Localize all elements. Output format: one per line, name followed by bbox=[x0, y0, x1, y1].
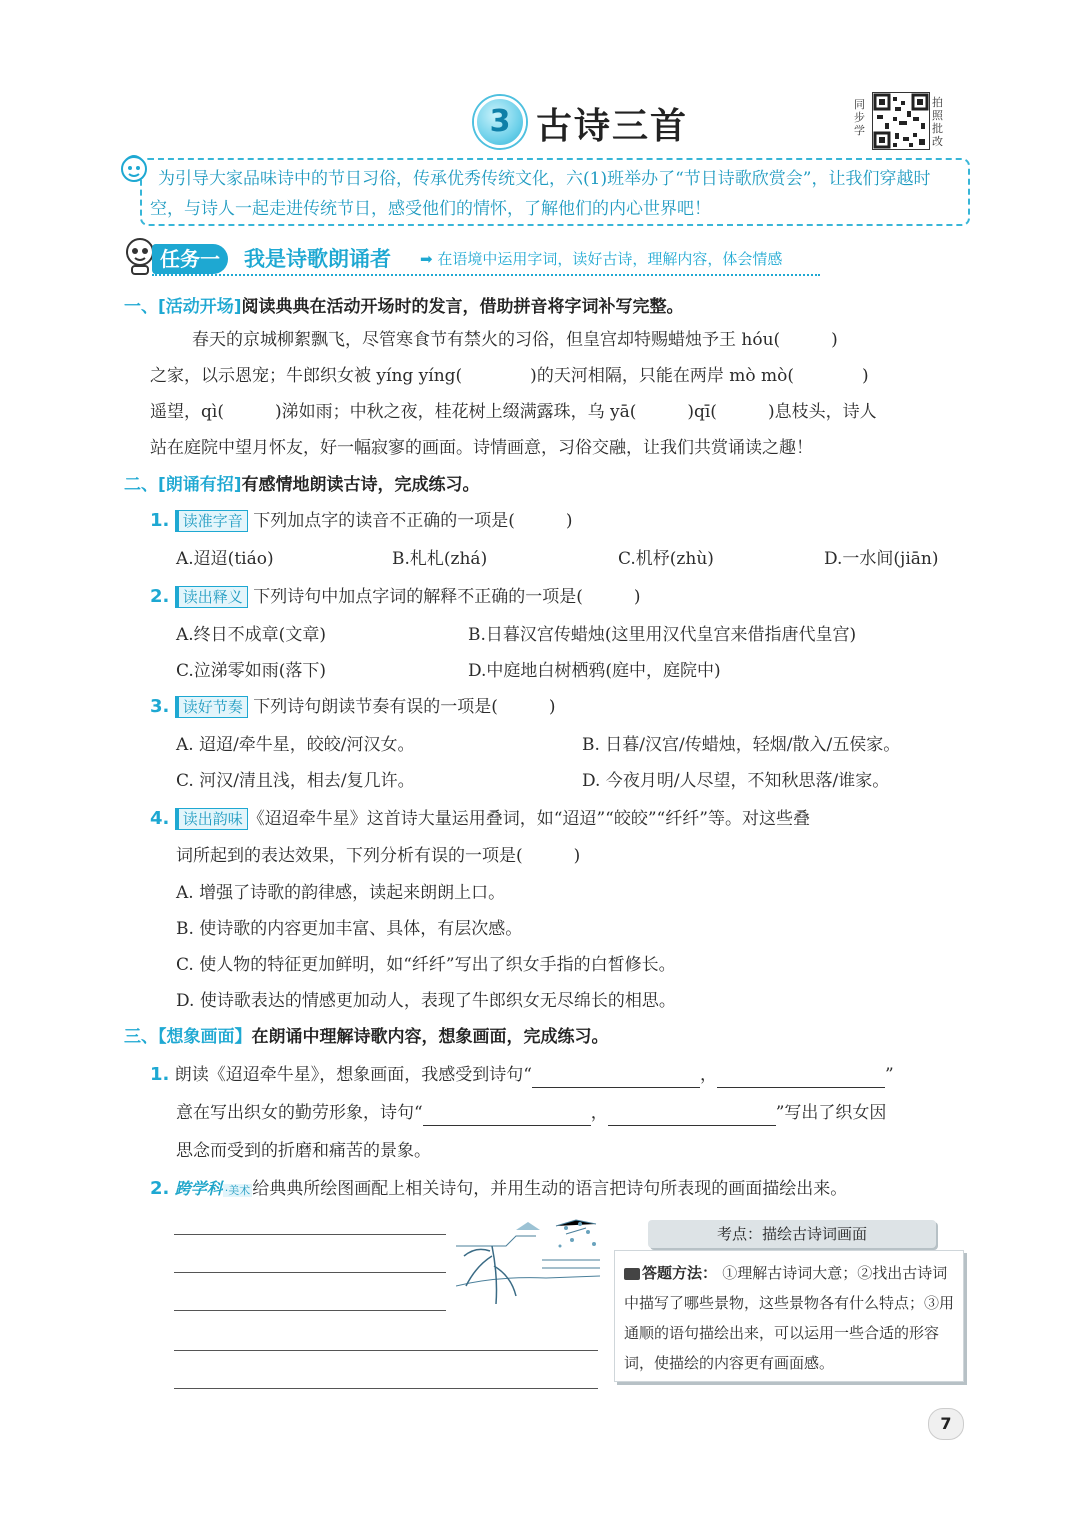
q1-tag: 读准字音 bbox=[175, 510, 248, 532]
passage-line-3: 遥望，qì( )涕如雨；中秋之夜，桂花树上缀满露珠，乌 yā( )qī( )息枝头，诗人 bbox=[150, 402, 877, 422]
s3-q1-comma1: ， bbox=[699, 1065, 717, 1085]
q2-stem bbox=[150, 584, 640, 610]
s3-q1-text1: 朗读《迢迢牵牛星》，想象画面，我感受到诗句“ bbox=[174, 1065, 532, 1085]
q4-option-d[interactable]: D. 使诗歌表达的情感更加动人，表现了牛郎织女无尽绵长的相思。 bbox=[176, 991, 676, 1011]
s3-q1-text2: 意在写出织女的勤劳形象，诗句“ bbox=[176, 1103, 423, 1123]
answer-line-5[interactable] bbox=[174, 1388, 598, 1389]
art-subject-tag: ·美术 bbox=[224, 1184, 251, 1197]
method-body: ①理解古诗词大意；②找出古诗词中描写了哪些景物，这些景物各有什么特点；③用通顺的语句描绘出来，可以运用一些合适的形容词，使描绘的内容更有画面感。 bbox=[624, 1264, 955, 1372]
s3-q1-blank-1[interactable] bbox=[532, 1067, 700, 1088]
q4-stem-line2: 词所起到的表达效果，下列分析有误的一项是( ) bbox=[176, 846, 581, 866]
q2-tag: 读出释义 bbox=[175, 586, 248, 608]
answer-line-3[interactable] bbox=[174, 1310, 446, 1311]
task-divider bbox=[152, 274, 820, 276]
q1-stem-text: 下列加点字的读音不正确的一项是( ) bbox=[253, 511, 573, 531]
method-text bbox=[624, 1258, 960, 1378]
section3-instruction: 在朗诵中理解诗歌内容，想象画面，完成练习。 bbox=[251, 1027, 609, 1047]
section1-tag: [活动开场] bbox=[158, 297, 242, 317]
q4-stem-line1: 《迢迢牵牛星》这首诗大量运用叠词，如“迢迢”“皎皎”“纤纤”等。对这些叠 bbox=[247, 809, 810, 829]
q3-option-a[interactable]: A. 迢迢/牵牛星，皎皎/河汉女。 bbox=[176, 735, 415, 755]
task-title: 我是诗歌朗诵者 bbox=[244, 247, 391, 271]
q2-option-b[interactable]: B.日暮汉宫传蜡烛(这里用汉代皇宫来借指唐代皇宫) bbox=[468, 625, 857, 645]
q1-stem bbox=[150, 508, 572, 534]
method-label-text: 答题方法： bbox=[642, 1264, 718, 1282]
q2-option-d[interactable]: D.中庭地白树栖鸦(庭中，庭院中) bbox=[468, 661, 721, 681]
s3-q1-line1 bbox=[150, 1062, 894, 1088]
s3-q1-comma2: ， bbox=[590, 1103, 608, 1123]
section2-tag: [朗诵有招] bbox=[158, 475, 242, 495]
passage-line-1: 春天的京城柳絮飘飞，尽管寒食节有禁火的习俗，但皇宫却特赐蜡烛予王 hóu( ) bbox=[192, 330, 838, 350]
q4-option-b[interactable]: B. 使诗歌的内容更加丰富、具体，有层次感。 bbox=[176, 919, 523, 939]
passage-line-4: 站在庭院中望月怀友，好一幅寂寥的画面。诗情画意，习俗交融，让我们共赏诵读之趣！ bbox=[150, 438, 813, 458]
s3-q1-blank-4[interactable] bbox=[608, 1105, 776, 1126]
intro-text: 为引导大家品味诗中的节日习俗，传承优秀传统文化，六(1)班举办了“节日诗歌欣赏会”，让我们穿越时空，与诗人一起走进传统节日，感受他们的情怀，了解他们的内心世界吧！ bbox=[150, 169, 931, 219]
q2-option-c[interactable]: C.泣涕零如雨(落下) bbox=[176, 661, 327, 681]
section3-tag: 【想象画面】 bbox=[158, 1027, 252, 1047]
q4-number: 4. bbox=[150, 808, 170, 829]
q2-stem-text: 下列诗句中加点字词的解释不正确的一项是( ) bbox=[253, 587, 641, 607]
s3-q2-number: 2. bbox=[150, 1178, 170, 1199]
section1-passage bbox=[150, 322, 970, 466]
s3-q1-quote-end: ” bbox=[884, 1065, 894, 1085]
q1-option-a[interactable]: A.迢迢(tiáo) bbox=[176, 549, 274, 569]
answer-line-2[interactable] bbox=[174, 1272, 446, 1273]
q1-number: 1. bbox=[150, 510, 170, 531]
illustration-image bbox=[456, 1216, 600, 1308]
cross-subject-tag: 跨学科 bbox=[174, 1179, 223, 1198]
passage-line-2: 之家，以示恩宠；牛郎织女被 yíng yíng( )的天河相隔，只能在两岸 mò mò( ) bbox=[150, 366, 869, 386]
s3-q2-stem-text: 给典典所绘图画配上相关诗句，并用生动的语言把诗句所表现的画面描绘出来。 bbox=[252, 1179, 848, 1199]
qr-code-icon[interactable] bbox=[872, 92, 930, 150]
lesson-number-badge: 3 bbox=[474, 96, 526, 148]
q3-option-c[interactable]: C. 河汉/清且浅，相去/复几许。 bbox=[176, 771, 415, 791]
answer-line-1[interactable] bbox=[174, 1234, 446, 1235]
q3-number: 3. bbox=[150, 696, 170, 717]
q1-option-d[interactable]: D.一水间(jiān) bbox=[824, 549, 939, 569]
folder-icon bbox=[624, 1268, 640, 1280]
q3-option-b[interactable]: B. 日暮/汉宫/传蜡烛，轻烟/散入/五侯家。 bbox=[582, 735, 901, 755]
s3-q2-stem bbox=[150, 1176, 847, 1204]
section3-number: 三、 bbox=[124, 1027, 158, 1047]
s3-q1-text3: ”写出了织女因 bbox=[775, 1103, 887, 1123]
section1-number: 一、 bbox=[124, 297, 158, 317]
q4-option-c[interactable]: C. 使人物的特征更加鲜明，如“纤纤”写出了织女手指的白皙修长。 bbox=[176, 955, 676, 975]
page-title: 古诗三首 bbox=[536, 105, 689, 147]
q3-stem-text: 下列诗句朗读节奏有误的一项是( ) bbox=[253, 697, 556, 717]
q3-stem bbox=[150, 694, 555, 720]
section2-heading bbox=[124, 472, 480, 498]
section1-heading bbox=[124, 294, 684, 320]
answer-line-4[interactable] bbox=[174, 1350, 598, 1351]
q3-tag: 读好节奏 bbox=[175, 696, 248, 718]
q4-option-a[interactable]: A. 增强了诗歌的韵律感，读起来朗朗上口。 bbox=[176, 883, 506, 903]
section2-instruction: 有感情地朗读古诗，完成练习。 bbox=[241, 475, 480, 495]
section2-number: 二、 bbox=[124, 475, 158, 495]
section3-heading bbox=[124, 1024, 609, 1050]
q1-option-b[interactable]: B.札札(zhá) bbox=[392, 549, 488, 569]
q4-stem bbox=[150, 806, 810, 832]
qr-right-label: 拍照批改 bbox=[932, 96, 943, 148]
s3-q1-number: 1. bbox=[150, 1064, 170, 1085]
task-label: 任务一 bbox=[152, 244, 228, 274]
q4-tag: 读出韵味 bbox=[175, 808, 248, 830]
s3-q1-line3: 思念而受到的折磨和痛苦的景象。 bbox=[176, 1141, 431, 1161]
page-number: 7 bbox=[928, 1408, 964, 1440]
q3-option-d[interactable]: D. 今夜月明/人尽望，不知秋思落/谁家。 bbox=[582, 771, 890, 791]
task-goal: ➡ 在语境中运用字词，读好古诗，理解内容，体会情感 bbox=[420, 250, 783, 268]
method-heading: 考点：描绘古诗词画面 bbox=[648, 1220, 936, 1248]
s3-q1-blank-3[interactable] bbox=[423, 1105, 591, 1126]
s3-q1-line2 bbox=[176, 1100, 886, 1126]
method-label bbox=[624, 1264, 722, 1282]
q2-number: 2. bbox=[150, 586, 170, 607]
section1-instruction: 阅读典典在活动开场时的发言，借助拼音将字词补写完整。 bbox=[241, 297, 684, 317]
q1-option-c[interactable]: C.机杼(zhù) bbox=[618, 549, 714, 569]
mascot-icon bbox=[118, 152, 150, 184]
q2-option-a[interactable]: A.终日不成章(文章) bbox=[176, 625, 326, 645]
s3-q1-blank-2[interactable] bbox=[717, 1067, 885, 1088]
qr-left-label: 同步学 bbox=[854, 98, 865, 137]
